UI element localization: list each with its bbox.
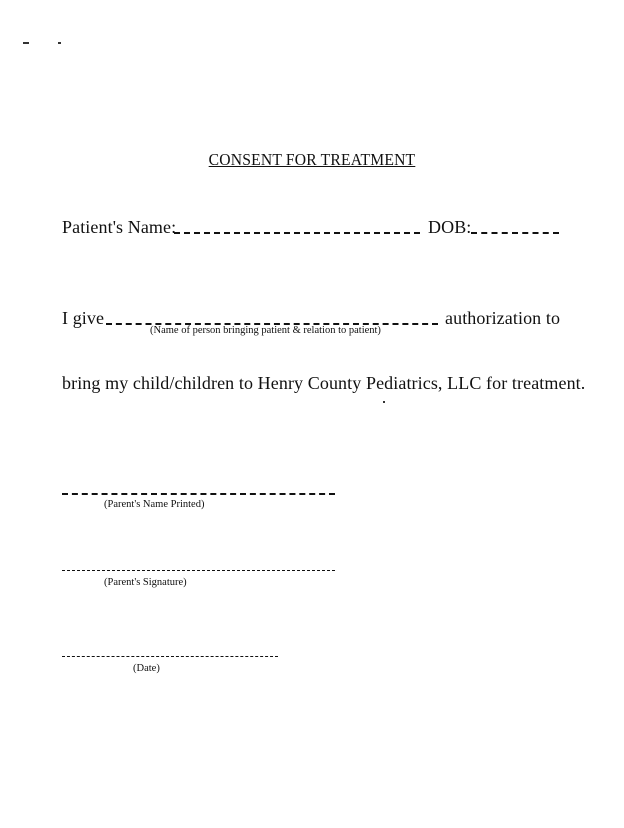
dob-label: DOB: — [428, 217, 472, 237]
parent-signature-field[interactable] — [62, 570, 335, 571]
authorized-person-caption: (Name of person bringing patient & relation to patient) — [150, 325, 381, 336]
scan-speck — [23, 42, 29, 44]
patient-name-label: Patient's Name: — [62, 217, 177, 237]
date-caption: (Date) — [133, 663, 160, 674]
parent-name-printed-caption: (Parent's Name Printed) — [104, 499, 205, 510]
give-prefix: I give — [62, 308, 105, 328]
document-title: CONSENT FOR TREATMENT — [208, 150, 416, 169]
parent-signature-caption: (Parent's Signature) — [104, 577, 187, 588]
consent-statement: bring my child/children to Henry County Pediatrics, LLC for treatment. — [62, 373, 586, 393]
scan-speck — [58, 42, 61, 44]
scan-speck — [383, 401, 385, 403]
date-field[interactable] — [62, 656, 278, 657]
parent-name-printed-field[interactable] — [62, 493, 335, 495]
dob-field[interactable] — [471, 232, 559, 234]
patient-name-field[interactable] — [174, 232, 420, 234]
give-suffix: authorization to — [445, 308, 561, 328]
